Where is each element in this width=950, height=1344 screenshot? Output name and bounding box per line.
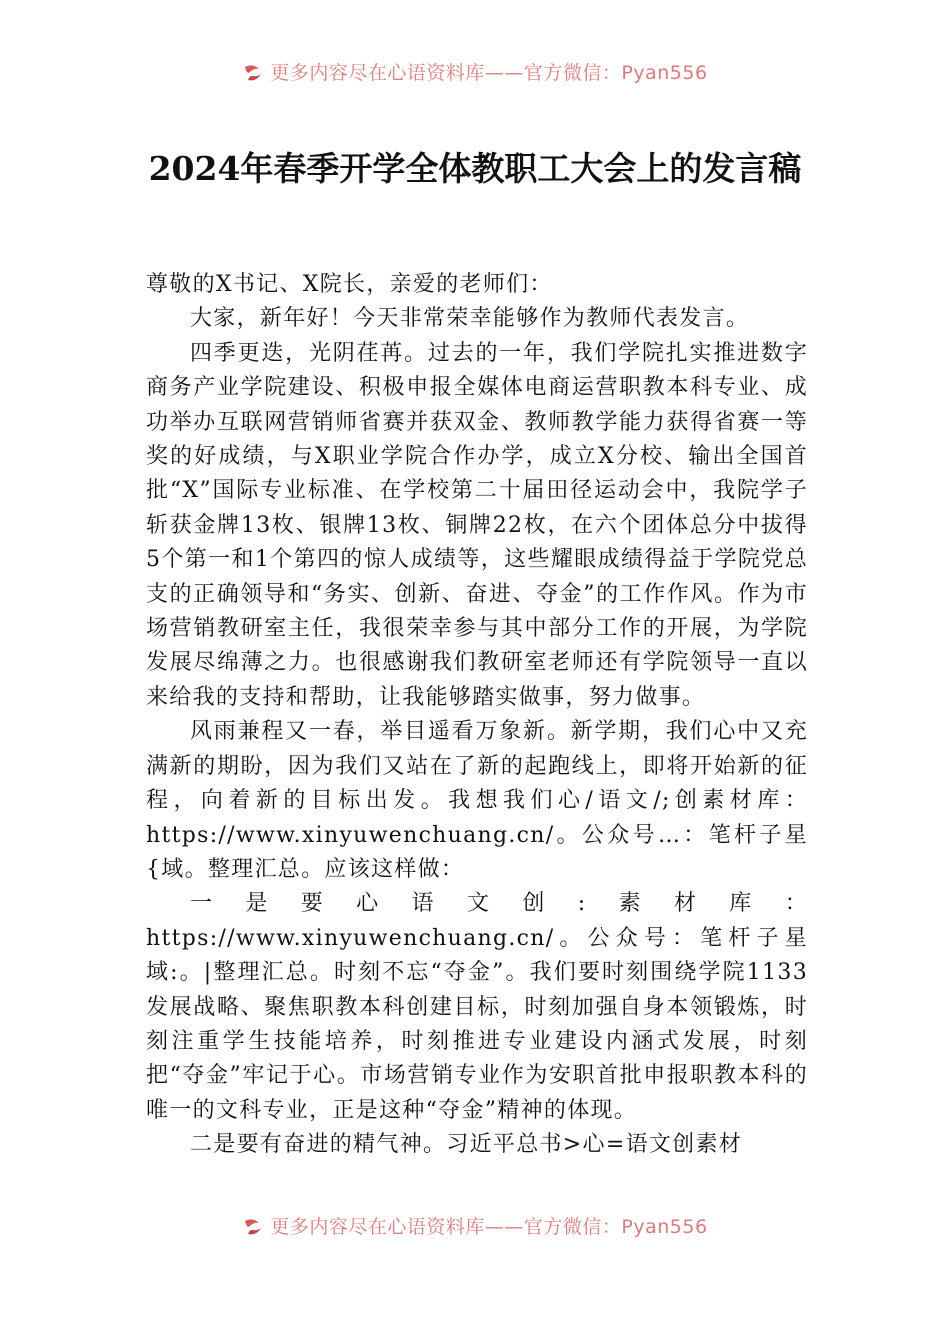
document-title: 2024年春季开学全体教职工大会上的发言稿 xyxy=(148,149,802,188)
watermark-header xyxy=(0,58,950,84)
watermark-text: 更多内容尽在心语资料库——官方微信：Pyan556 xyxy=(270,1216,708,1238)
body-paragraph: 风雨兼程又一春，举目遥看万象新。新学期，我们心中又充满新的期盼，因为我们又站在了新的起跑线上，即将开始新的征程，向着新的目标出发。我想我们心/语文/;创素材库：https://www.xinyuwenchuang.cn/。公众号…：笔杆子星{域。整理汇总。应该这样做： xyxy=(146,719,808,882)
watermark-logo-icon xyxy=(242,64,264,82)
body-paragraph: 大家，新年好！今天非常荣幸能够作为教师代表发言。 xyxy=(190,306,750,332)
body-paragraph: 二是要有奋进的精气神。习近平总书>心=语文创素材 xyxy=(190,1132,743,1158)
watermark-logo-icon xyxy=(242,1218,264,1236)
watermark-text: 更多内容尽在心语资料库——官方微信：Pyan556 xyxy=(270,62,708,84)
document-body xyxy=(146,268,808,1163)
body-paragraph: 一是要心语文创:素材库：https://www.xinyuwenchuang.cn/。公众号：笔杆子星域:。|整理汇总。时刻不忘“夺金”。我们要时刻围绕学院1133发展战略、聚焦职教本科创建目标，时刻加强自身本领锻炼，时刻注重学生技能培养，时刻推进专业建设内涵式发展，时刻把“夺金”牢记于心。市场营销专业作为安职首批申报职教本科的唯一的文科专业，正是这种“夺金”精神的体现。 xyxy=(146,891,808,1123)
body-paragraph: 四季更迭，光阴荏苒。过去的一年，我们学院扎实推进数字商务产业学院建设、积极申报全媒体电商运营职教本科专业、成功举办互联网营销师省赛并获双金、教师教学能力获得省赛一等奖的好成绩，与X职业学院合作办学，成立X分校、输出全国首批“X”国际专业标准、在学校第二十届田径运动会中，我院学子斩获金牌13枚、银牌13枚、铜牌22枚，在六个团体总分中拔得5个第一和1个第四的惊人成绩等，这些耀眼成绩得益于学院党总支的正确领导和“务实、创新、奋进、夺金”的工作作风。作为市场营销教研室主任，我很荣幸参与其中部分工作的开展，为学院发展尽绵薄之力。也很感谢我们教研室老师还有学院领导一直以来给我的支持和帮助，让我能够踏实做事，努力做事。 xyxy=(146,340,808,710)
salutation-paragraph: 尊敬的X书记、X院长，亲爱的老师们： xyxy=(146,272,553,297)
watermark-footer xyxy=(0,1212,950,1238)
